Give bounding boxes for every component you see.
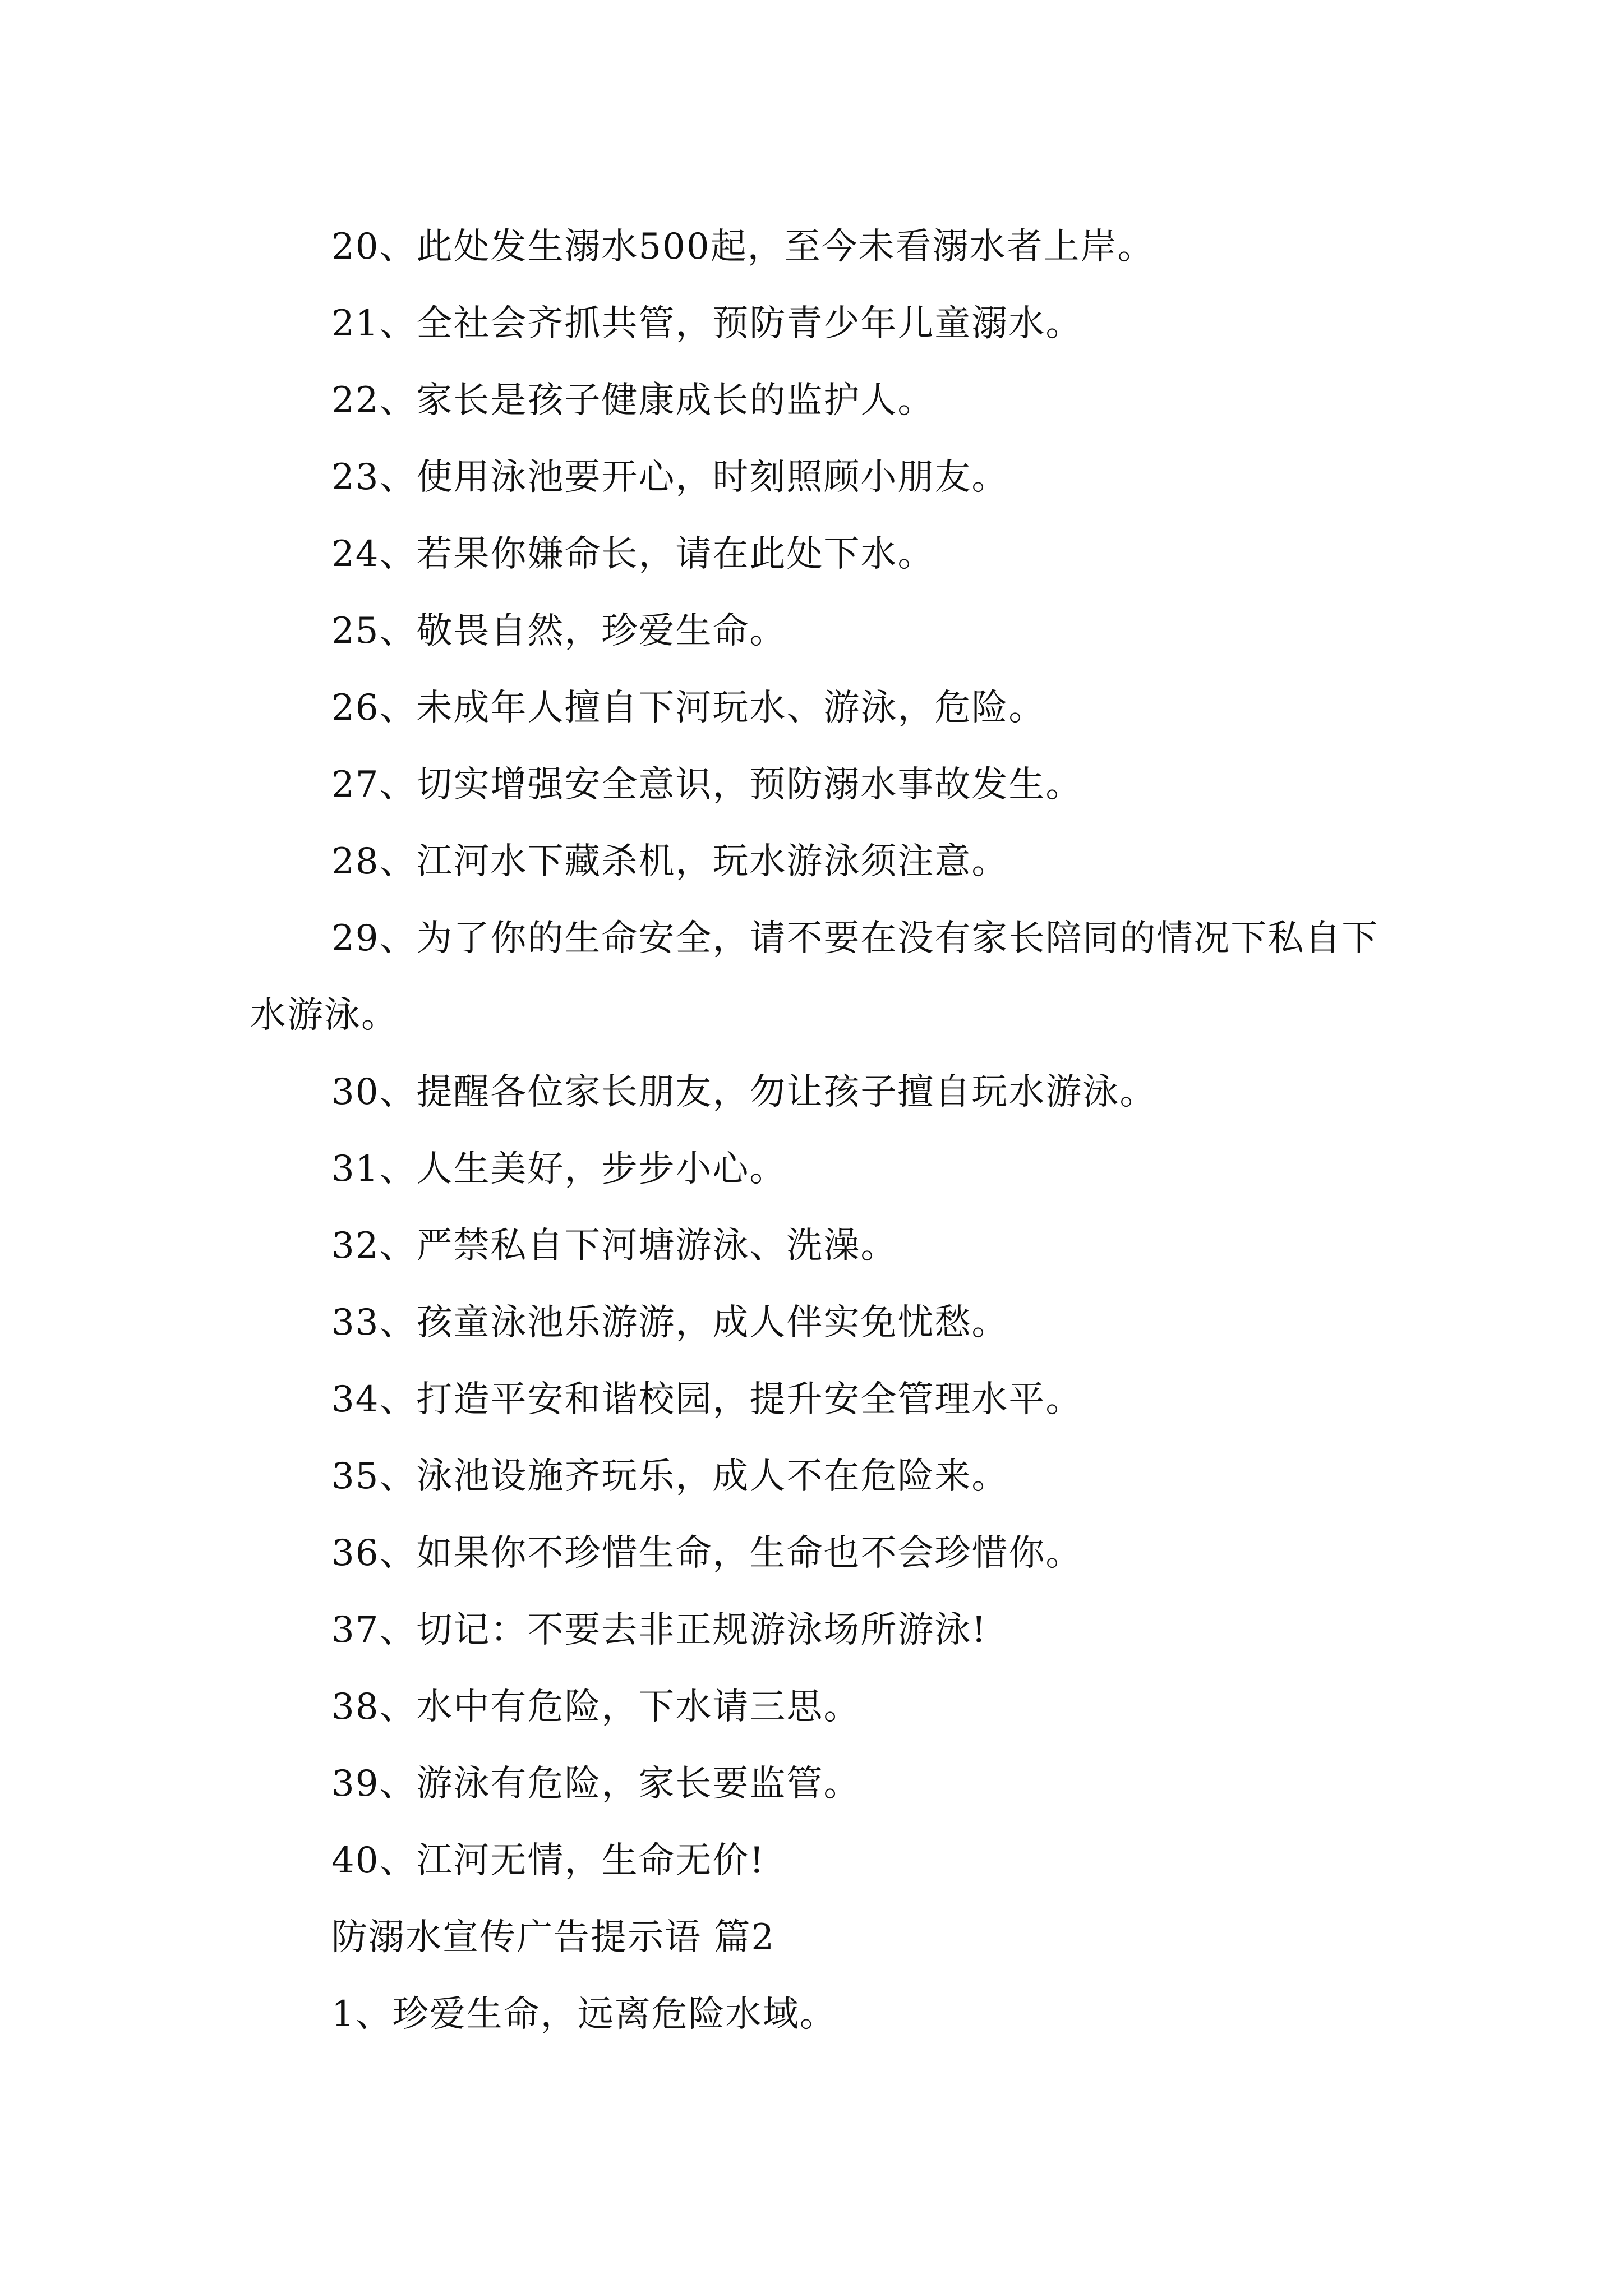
slogan-25: 25、敬畏自然，珍爱生命。 (331, 610, 787, 652)
slogan-28: 28、江河水下藏杀机，玩水游泳须注意。 (331, 841, 1009, 882)
slogan-35: 35、泳池设施齐玩乐，成人不在危险来。 (331, 1456, 1009, 1497)
slogan-36: 36、如果你不珍惜生命，生命也不会珍惜你。 (331, 1533, 1083, 1574)
slogan-20: 20、此处发生溺水500起，至今未看溺水者上岸。 (331, 226, 1155, 268)
document-body (250, 209, 1394, 2053)
slogan-26: 26、未成年人擅自下河玩水、游泳，危险。 (331, 687, 1046, 729)
slogan-1: 1、珍爱生命，远离危险水域。 (331, 1994, 837, 2035)
slogan-27: 27、切实增强安全意识，预防溺水事故发生。 (331, 764, 1083, 806)
slogan-21: 21、全社会齐抓共管，预防青少年儿童溺水。 (331, 303, 1083, 344)
slogan-23: 23、使用泳池要开心，时刻照顾小朋友。 (331, 457, 1009, 498)
slogan-39: 39、游泳有危险，家长要监管。 (331, 1763, 861, 1805)
slogan-29: 29、为了你的生命安全，请不要在没有家长陪同的情况下私自下水游泳。 (250, 918, 1379, 1036)
slogan-30: 30、提醒各位家长朋友，勿让孩子擅自玩水游泳。 (331, 1071, 1157, 1113)
slogan-22: 22、家长是孩子健康成长的监护人。 (331, 380, 935, 421)
slogan-33: 33、孩童泳池乐游游，成人伴实免忧愁。 (331, 1302, 1009, 1343)
slogan-32: 32、严禁私自下河塘游泳、洗澡。 (331, 1225, 898, 1267)
slogan-34: 34、打造平安和谐校园，提升安全管理水平。 (331, 1379, 1083, 1420)
slogan-37: 37、切记：不要去非正规游泳场所游泳! (331, 1609, 988, 1651)
section-heading: 防溺水宣传广告提示语 篇2 (331, 1917, 776, 1958)
slogan-24: 24、若果你嫌命长，请在此处下水。 (331, 533, 935, 575)
slogan-31: 31、人生美好，步步小心。 (331, 1148, 787, 1190)
slogan-38: 38、水中有危险，下水请三思。 (331, 1686, 861, 1728)
slogan-40: 40、江河无情，生命无价! (331, 1840, 766, 1881)
